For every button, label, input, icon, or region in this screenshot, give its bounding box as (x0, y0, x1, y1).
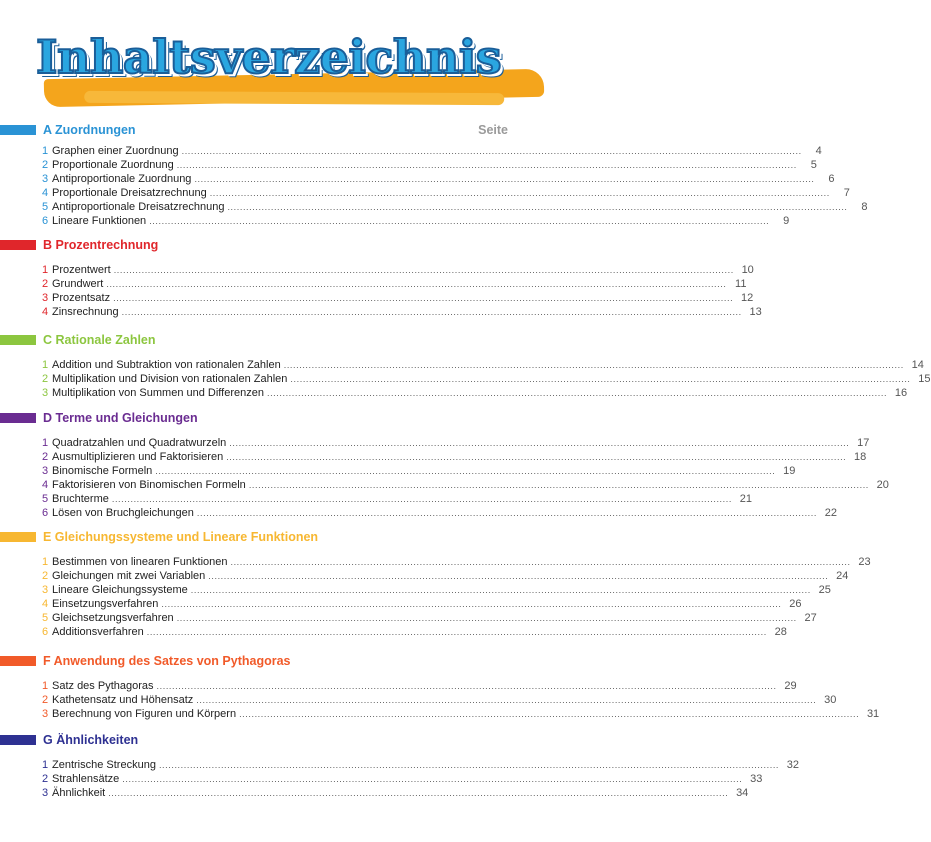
entry-label: Prozentwert (52, 264, 111, 276)
toc-entry[interactable] (42, 436, 870, 450)
section-header (0, 410, 596, 426)
entry-page-number: 18 (854, 451, 867, 463)
section-title: E Gleichungssysteme und Lineare Funktionen (43, 530, 319, 544)
section-title: D Terme und Gleichungen (43, 411, 198, 425)
entry-page-number: 8 (861, 201, 868, 213)
entry-number: 4 (42, 187, 49, 199)
entry-page-number: 24 (836, 570, 849, 582)
entry-number: 5 (42, 493, 49, 505)
section-color-bar (0, 125, 36, 135)
dot-leader: ........................................................................................................................................................................................................ (196, 695, 817, 705)
section-color-bar (0, 335, 36, 345)
entry-number: 3 (42, 584, 49, 596)
entry-label: Binomische Formeln (52, 465, 153, 477)
entry-label: Strahlensätze (52, 773, 120, 785)
entry-label: Lineare Gleichungssysteme (52, 584, 188, 596)
section-title: G Ähnlichkeiten (43, 733, 139, 747)
toc-entry[interactable] (42, 625, 787, 639)
entry-page-number: 22 (824, 507, 837, 519)
dot-leader: ........................................................................................................................................................................................................ (176, 160, 797, 170)
entry-number: 1 (42, 264, 49, 276)
dot-leader: ........................................................................................................................................................................................................ (106, 279, 727, 289)
toc-entry[interactable] (42, 172, 835, 186)
toc-entry[interactable] (42, 611, 817, 625)
toc-entry[interactable] (42, 492, 752, 506)
section-title: B Prozentrechnung (43, 238, 159, 252)
entry-label: Berechnung von Figuren und Körpern (52, 708, 237, 720)
dot-leader: ........................................................................................................................................................................................................ (208, 571, 829, 581)
entry-number: 2 (42, 570, 49, 582)
entry-label: Einsetzungsverfahren (52, 598, 159, 610)
entry-label: Additionsverfahren (52, 626, 144, 638)
toc-section (0, 122, 868, 228)
dot-leader: ........................................................................................................................................................................................................ (111, 494, 732, 504)
entry-number: 3 (42, 387, 49, 399)
section-header (0, 237, 596, 253)
toc-entry[interactable] (42, 158, 817, 172)
toc-entry[interactable] (42, 214, 790, 228)
entry-number: 3 (42, 292, 49, 304)
entry-number: 3 (42, 173, 49, 185)
entry-page-number: 21 (739, 493, 752, 505)
dot-leader: ........................................................................................................................................................................................................ (266, 388, 888, 398)
entry-label: Gleichsetzungsverfahren (52, 612, 174, 624)
entry-number: 1 (42, 759, 49, 771)
entry-number: 5 (42, 612, 49, 624)
toc-entry[interactable] (42, 358, 924, 372)
toc-section (0, 653, 880, 721)
entry-page-number: 10 (741, 264, 754, 276)
entry-number: 2 (42, 773, 49, 785)
entry-page-number: 9 (783, 215, 790, 227)
toc-entry[interactable] (42, 291, 754, 305)
toc-entry[interactable] (42, 506, 837, 520)
section-title: C Rationale Zahlen (43, 333, 156, 347)
toc-section (0, 237, 762, 319)
entry-page-number: 34 (736, 787, 749, 799)
entry-number: 3 (42, 787, 49, 799)
entry-number: 4 (42, 306, 49, 318)
entry-label: Proportionale Dreisatzrechnung (52, 187, 207, 199)
section-entries (0, 555, 871, 639)
entry-page-number: 7 (843, 187, 850, 199)
entry-page-number: 33 (750, 773, 763, 785)
toc-entry[interactable] (42, 144, 822, 158)
section-color-bar (0, 532, 36, 542)
entry-label: Multiplikation und Division von rationalen Zahlen (52, 373, 288, 385)
entry-number: 3 (42, 465, 49, 477)
toc-entry[interactable] (42, 464, 796, 478)
dot-leader: ........................................................................................................................................................................................................ (290, 374, 911, 384)
toc-entry[interactable] (42, 569, 849, 583)
dot-leader: ........................................................................................................................................................................................................ (230, 557, 851, 567)
entry-label: Addition und Subtraktion von rationalen Zahlen (52, 359, 281, 371)
section-entries (0, 436, 889, 520)
entry-label: Quadratzahlen und Quadratwurzeln (52, 437, 227, 449)
dot-leader: ........................................................................................................................................................................................................ (146, 627, 767, 637)
entry-page-number: 29 (784, 680, 797, 692)
entry-page-number: 19 (783, 465, 796, 477)
dot-leader: ........................................................................................................................................................................................................ (113, 293, 734, 303)
toc-entry[interactable] (42, 583, 831, 597)
toc-entry[interactable] (42, 707, 880, 721)
dot-leader: ........................................................................................................................................................................................................ (108, 788, 729, 798)
dot-leader: ........................................................................................................................................................................................................ (113, 265, 734, 275)
entry-label: Lineare Funktionen (52, 215, 147, 227)
entry-label: Antiproportionale Dreisatzrechnung (52, 201, 225, 213)
entry-number: 1 (42, 680, 49, 692)
toc-entry[interactable] (42, 450, 867, 464)
entry-number: 5 (42, 201, 49, 213)
entry-page-number: 12 (740, 292, 754, 304)
entry-page-number: 32 (786, 759, 800, 771)
entry-label: Bestimmen von linearen Funktionen (52, 556, 228, 568)
entry-page-number: 4 (815, 145, 822, 157)
section-header (0, 653, 596, 669)
dot-leader: ........................................................................................................................................................................................................ (122, 774, 743, 784)
toc-entry[interactable] (42, 772, 763, 786)
entry-page-number: 26 (789, 598, 802, 610)
dot-leader: ........................................................................................................................................................................................................ (156, 681, 777, 691)
dot-leader: ........................................................................................................................................................................................................ (149, 216, 770, 226)
entry-page-number: 14 (911, 359, 924, 371)
entry-page-number: 23 (858, 556, 871, 568)
toc-section (0, 732, 800, 800)
entry-label: Multiplikation von Summen und Differenzen (52, 387, 264, 399)
entry-number: 2 (42, 278, 49, 290)
entry-page-number: 20 (876, 479, 889, 491)
entry-number: 4 (42, 479, 49, 491)
toc-entry[interactable] (42, 200, 868, 214)
toc-section (0, 332, 931, 400)
entry-page-number: 13 (749, 306, 762, 318)
toc-entry[interactable] (42, 277, 747, 291)
toc-entry[interactable] (42, 786, 749, 800)
entry-number: 6 (42, 507, 49, 519)
dot-leader: ........................................................................................................................................................................................................ (239, 709, 860, 719)
section-color-bar (0, 413, 36, 423)
entry-page-number: 31 (866, 708, 880, 720)
dot-leader: ........................................................................................................................................................................................................ (248, 480, 869, 490)
toc-entry[interactable] (42, 478, 889, 492)
section-header (0, 529, 596, 545)
section-header (0, 122, 596, 138)
entry-page-number: 16 (894, 387, 908, 399)
entry-number: 4 (42, 598, 49, 610)
section-title: F Anwendung des Satzes von Pythagoras (43, 654, 291, 668)
entry-label: Bruchterme (52, 493, 109, 505)
section-color-bar (0, 656, 36, 666)
entry-label: Zentrische Streckung (52, 759, 156, 771)
entry-label: Proportionale Zuordnung (52, 159, 174, 171)
entry-label: Graphen einer Zuordnung (52, 145, 179, 157)
toc-section (0, 410, 889, 520)
section-entries (0, 358, 931, 400)
toc-entry[interactable] (42, 597, 802, 611)
entry-label: Satz des Pythagoras (52, 680, 154, 692)
section-color-bar (0, 735, 36, 745)
dot-leader: ........................................................................................................................................................................................................ (161, 599, 782, 609)
entry-number: 2 (42, 159, 49, 171)
page-column-label: Seite (478, 123, 508, 137)
toc-entry[interactable] (42, 555, 871, 569)
toc-entry[interactable] (42, 372, 931, 386)
section-header (0, 332, 596, 348)
entry-number: 6 (42, 215, 49, 227)
toc-entry[interactable] (42, 386, 908, 400)
entry-page-number: 30 (824, 694, 837, 706)
dot-leader: ........................................................................................................................................................................................................ (190, 585, 811, 595)
entry-label: Lösen von Bruchgleichungen (52, 507, 194, 519)
dot-leader: ........................................................................................................................................................................................................ (283, 360, 904, 370)
dot-leader: ........................................................................................................................................................................................................ (229, 438, 850, 448)
entry-page-number: 6 (828, 173, 835, 185)
toc-section (0, 529, 871, 639)
title-banner (36, 30, 556, 110)
dot-leader: ........................................................................................................................................................................................................ (196, 508, 817, 518)
dot-leader: ........................................................................................................................................................................................................ (176, 613, 797, 623)
section-header (0, 732, 596, 748)
entry-number: 2 (42, 451, 49, 463)
dot-leader: ........................................................................................................................................................................................................ (121, 307, 742, 317)
toc-entry[interactable] (42, 186, 850, 200)
entry-label: Zinsrechnung (52, 306, 119, 318)
section-color-bar (0, 240, 36, 250)
entry-label: Ähnlichkeit (52, 787, 106, 799)
entry-label: Prozentsatz (52, 292, 111, 304)
section-entries (0, 263, 762, 319)
entry-number: 1 (42, 145, 49, 157)
toc-entry[interactable] (42, 679, 797, 693)
dot-leader: ........................................................................................................................................................................................................ (194, 174, 815, 184)
entry-page-number: 25 (818, 584, 831, 596)
dot-leader: ........................................................................................................................................................................................................ (155, 466, 776, 476)
entry-label: Kathetensatz und Höhensatz (52, 694, 194, 706)
entry-number: 2 (42, 373, 49, 385)
entry-number: 2 (42, 694, 49, 706)
entry-label: Antiproportionale Zuordnung (52, 173, 192, 185)
entry-label: Faktorisieren von Binomischen Formeln (52, 479, 246, 491)
entry-label: Ausmultiplizieren und Faktorisieren (52, 451, 224, 463)
entry-number: 1 (42, 556, 49, 568)
entry-page-number: 11 (735, 278, 747, 290)
entry-label: Grundwert (52, 278, 104, 290)
entry-page-number: 27 (804, 612, 817, 624)
page-title: Inhaltsverzeichnis (36, 30, 502, 84)
dot-leader: ........................................................................................................................................................................................................ (209, 188, 830, 198)
dot-leader: ........................................................................................................................................................................................................ (158, 760, 780, 770)
entry-page-number: 17 (857, 437, 870, 449)
dot-leader: ........................................................................................................................................................................................................ (181, 146, 802, 156)
entry-page-number: 15 (918, 373, 931, 385)
toc-entry[interactable] (42, 758, 800, 772)
toc-entry[interactable] (42, 305, 762, 319)
section-title: A Zuordnungen (43, 123, 136, 137)
entry-number: 3 (42, 708, 49, 720)
section-entries (0, 758, 800, 800)
toc-entry[interactable] (42, 263, 754, 277)
dot-leader: ........................................................................................................................................................................................................ (227, 202, 848, 212)
entry-page-number: 5 (810, 159, 817, 171)
entry-label: Gleichungen mit zwei Variablen (52, 570, 206, 582)
toc-entry[interactable] (42, 693, 837, 707)
entry-number: 1 (42, 359, 49, 371)
dot-leader: ........................................................................................................................................................................................................ (226, 452, 847, 462)
section-entries (0, 679, 880, 721)
entry-page-number: 28 (774, 626, 787, 638)
entry-number: 1 (42, 437, 49, 449)
section-entries (0, 144, 868, 228)
entry-number: 6 (42, 626, 49, 638)
